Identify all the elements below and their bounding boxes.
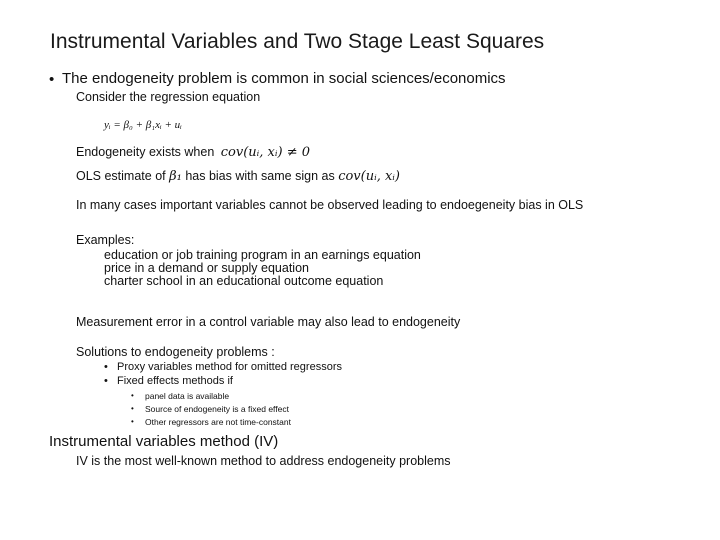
- endogeneity-exists-text: Endogeneity exists when: [76, 145, 215, 159]
- bullet-icon: •: [104, 375, 108, 387]
- heading-iv-method: Instrumental variables method (IV): [49, 433, 279, 450]
- consider-regression: Consider the regression equation: [76, 90, 261, 104]
- bullet-icon: •: [104, 361, 108, 373]
- regression-equation: yᵢ = β₀ + β₁xᵢ + uᵢ: [104, 119, 182, 131]
- heading-endogeneity-problem: The endogeneity problem is common in social sciences/economics: [62, 70, 506, 87]
- endogeneity-exists-math: cov(uᵢ, xᵢ) ≠ 0: [220, 145, 310, 160]
- example-item: price in a demand or supply equation: [104, 261, 309, 275]
- iv-description: IV is the most well-known method to address endogeneity problems: [76, 454, 451, 468]
- fixed-effects-condition: Other regressors are not time-constant: [145, 417, 291, 427]
- bullet-icon: •: [49, 71, 55, 88]
- endogeneity-exists-line: [76, 146, 310, 159]
- bullet-icon: •: [131, 417, 134, 426]
- example-item: charter school in an educational outcome equation: [104, 274, 384, 288]
- bullet-icon: •: [131, 404, 134, 413]
- ols-cov-math: cov(uᵢ, xᵢ): [338, 169, 400, 184]
- ols-text-b: has bias with same sign as: [185, 169, 335, 183]
- bullet-icon: •: [131, 391, 134, 400]
- solution-item: Fixed effects methods if: [117, 375, 233, 387]
- fixed-effects-condition: panel data is available: [145, 391, 230, 401]
- ols-bias-line: [76, 170, 400, 183]
- ols-text-a: OLS estimate of: [76, 169, 166, 183]
- solutions-label: Solutions to endogeneity problems :: [76, 345, 275, 359]
- ols-beta-math: β₁: [169, 169, 182, 184]
- measurement-error-line: Measurement error in a control variable may also lead to endogeneity: [76, 315, 461, 329]
- examples-label: Examples:: [76, 233, 135, 247]
- solution-item: Proxy variables method for omitted regressors: [117, 361, 342, 373]
- slide-title: Instrumental Variables and Two Stage Least Squares: [50, 30, 545, 53]
- fixed-effects-condition: Source of endogeneity is a fixed effect: [145, 404, 289, 414]
- many-cases-line: In many cases important variables cannot be observed leading to endoegeneity bias in OLS: [76, 198, 584, 212]
- example-item: education or job training program in an earnings equation: [104, 248, 421, 262]
